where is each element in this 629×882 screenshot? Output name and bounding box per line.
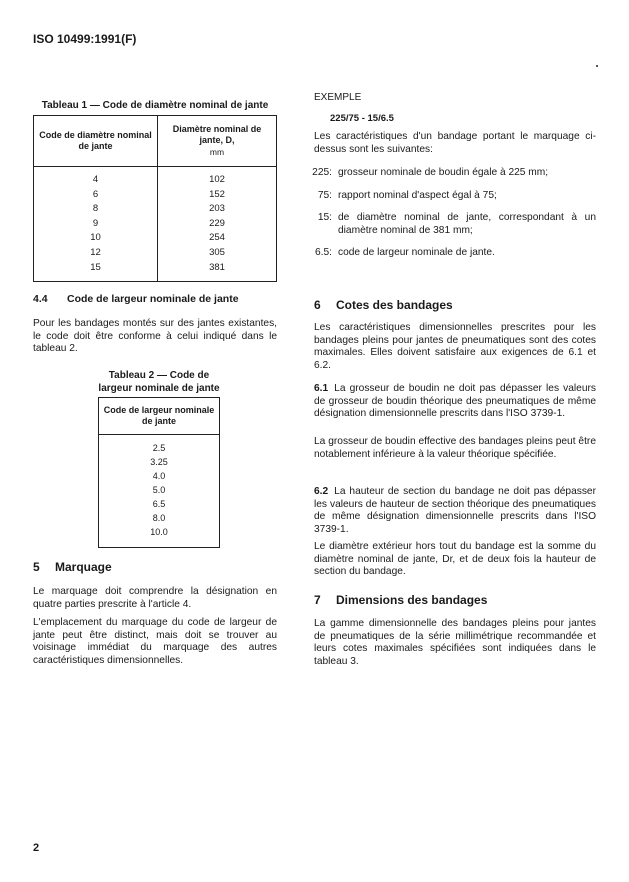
table-row: 6.5 — [152, 499, 166, 509]
table-row: 9 229 — [34, 217, 277, 232]
section-7-heading: 7 Dimensions des bandages — [314, 593, 488, 607]
table2-rim-width-codes — [98, 397, 220, 548]
section-6-1-paragraph-2: La grosseur de boudin effective des bandages pleins peut être notablement inférieure à la valeur théorique spécifiée. — [314, 436, 596, 460]
table-row: 12 305 — [34, 246, 277, 261]
example-list — [296, 167, 596, 260]
list-item: 75: rapport nominal d'aspect égal à 75; — [317, 189, 497, 201]
table-row: 15 381 — [34, 261, 277, 282]
section-6-2-paragraph-2: Le diamètre extérieur hors tout du bandage est la somme du diamètre nominal de jante, Dr, et de deux fois la hauteur de section du bandage. — [314, 541, 596, 578]
table-row: 8.0 — [152, 513, 166, 523]
table-row: 5.0 — [152, 485, 166, 495]
table1-rim-diameter-codes — [33, 115, 277, 282]
table-row: 6 152 — [34, 188, 277, 203]
list-item: 15: de diamètre nominal de jante, correspondant à un diamètre nominal de 381 mm; — [317, 212, 596, 236]
section-6-1-paragraph: 6.1 La grosseur de boudin ne doit pas dépasser les valeurs de grosseur de boudin théorique des pneumatiques de même désignation dimensionnelle prescrits dans l'ISO 3739-1. — [314, 383, 596, 420]
document-id: ISO 10499:1991(F) — [33, 32, 137, 46]
section-6-paragraph: Les caractéristiques dimensionnelles prescrites pour les bandages pleins pour jantes de pneumatiques sont des cotes maximales. Elles doivent satisfaire aux exigences de 6.1 et 6.2. — [314, 322, 596, 371]
section-4-4-heading: 4.4 Code de largeur nominale de jante — [33, 293, 239, 305]
table1-header-diameter: Diamètre nominal de jante, D, mm — [158, 116, 277, 167]
section-6-heading: 6 Cotes des bandages — [314, 298, 453, 312]
table-row: 4 102 — [34, 167, 277, 188]
list-item: 6.5: code de largeur nominale de jante. — [315, 247, 495, 259]
section-5-paragraph-2: L'emplacement du marquage du code de largeur de jante peut être distinct, mais doit se trouver au voisinage immédiat du marquage des autres caractéristiques dimensionnelles. — [33, 617, 277, 666]
section-5-paragraph-1: Le marquage doit comprendre la désignation en quatre parties prescrite à l'article 4. — [33, 586, 277, 610]
table-row: 2.5 — [152, 443, 166, 453]
example-label: EXEMPLE — [314, 92, 362, 103]
page-number: 2 — [33, 842, 40, 854]
table2-header: Code de largeur nominale de jante — [99, 398, 220, 435]
table-row: 10.0 — [150, 527, 168, 537]
table-row: 8 203 — [34, 202, 277, 217]
table-row: 3.25 — [150, 457, 168, 467]
section-4-4-paragraph: Pour les bandages montés sur des jantes existantes, le code doit être conforme à celui indiqué dans le tableau 2. — [33, 318, 277, 355]
scan-speck — [596, 65, 598, 67]
table-row: 4.0 — [152, 471, 166, 481]
table1-caption: Tableau 1 — Code de diamètre nominal de jante — [41, 100, 269, 111]
table1-header-code: Code de diamètre nominal de jante — [34, 116, 158, 167]
example-intro: Les caractéristiques d'un bandage portant le marquage ci-dessus sont les suivantes: — [314, 131, 596, 155]
section-6-2-paragraph: 6.2 La hauteur de section du bandage ne doit pas dépasser les valeurs de hauteur de section théorique des pneumatiques de même désignation dimensionnelle prescrits dans l'ISO 3739-1. — [314, 486, 596, 535]
table2-caption: Tableau 2 — Code de largeur nominale de jante — [98, 370, 220, 394]
example-code: 225/75 - 15/6.5 — [330, 113, 394, 124]
table-row: 10 254 — [34, 231, 277, 246]
section-7-paragraph: La gamme dimensionnelle des bandages pleins pour jantes de pneumatiques de la série millimétrique recommandée et leurs cotes maximales spécifiées sont indiquées dans le tableau 3. — [314, 618, 596, 667]
section-5-heading: 5 Marquage — [33, 560, 112, 574]
list-item: 225: grosseur nominale de boudin égale à 225 mm; — [312, 167, 549, 178]
